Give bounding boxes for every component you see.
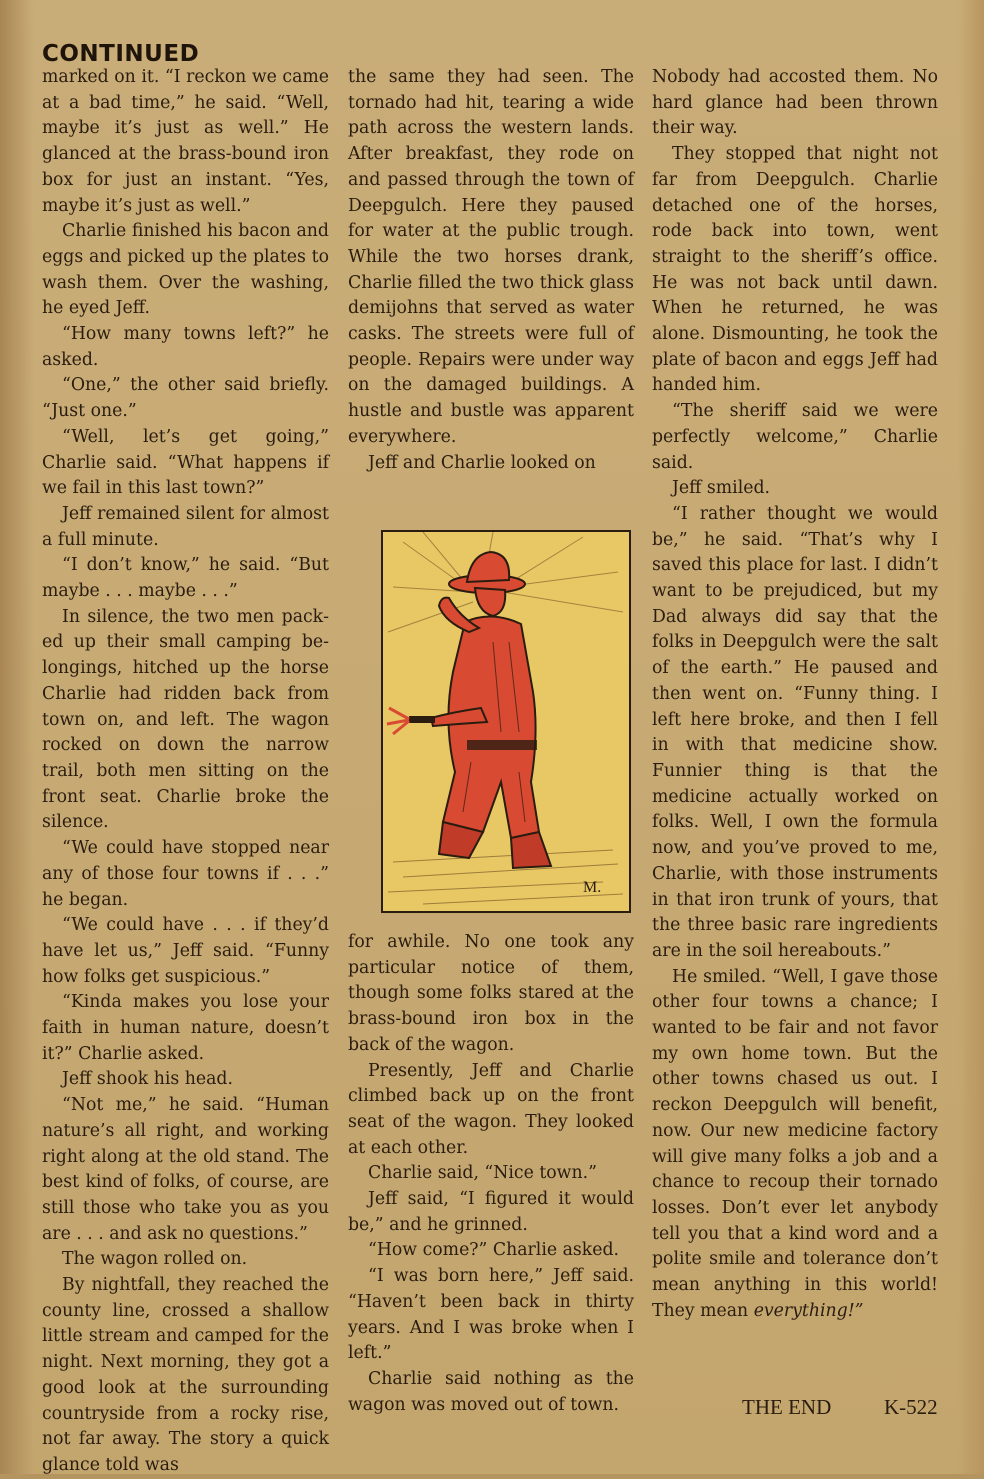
paragraph: “I don’t know,” he said. “But maybe . . . maybe . . .” bbox=[42, 555, 329, 602]
paragraph: “How come?” Charlie asked. bbox=[368, 1240, 620, 1261]
paragraph: Jeff smiled. bbox=[672, 478, 771, 499]
paragraph: “Not me,” he said. “Human nature’s all right, and working right along at the old stand. The best kind of folks, of course, are still those who take you as you are . . . and ask no questions.” bbox=[42, 1095, 329, 1244]
paragraph: Jeff and Charlie looked on bbox=[368, 452, 596, 473]
paragraph: Charlie said, “Nice town.” bbox=[368, 1163, 597, 1184]
paragraph: He smiled. “Well, I gave those other four towns a chance; I wanted to be fair and not favor my own home town. But the other towns chased us out. I reckon Deepgulch will benefit, now. Our new medicine factory will give many folks a job and a chance to recoup their tornado losses. Don’t ever let anybody tell you that a kind word and a polite smile and tolerance don’t mean anything in this world! They mean everything!” bbox=[652, 966, 938, 1321]
final-word: everything!” bbox=[753, 1300, 864, 1321]
paragraph: Jeff shook his head. bbox=[62, 1069, 233, 1090]
gunslinger-illustration bbox=[381, 530, 631, 913]
paragraph: Jeff remained silent for almost a full minute. bbox=[42, 503, 329, 550]
gunslinger-figure bbox=[383, 532, 629, 911]
the-end-label: THE END bbox=[742, 1395, 832, 1419]
text-column-3 bbox=[652, 65, 938, 1324]
paragraph: “One,” the other said briefly. “Just one.” bbox=[42, 375, 329, 422]
paragraph: “Kinda makes you lose your faith in human nature, doesn’t it?” Charlie asked. bbox=[42, 992, 329, 1064]
text-column-2-top bbox=[348, 65, 634, 476]
paragraph: The wagon rolled on. bbox=[62, 1249, 248, 1270]
paragraph: Nobody had accosted them. No hard glance had been thrown their way. bbox=[652, 67, 938, 139]
paragraph: “I rather thought we would be,” he said. “That’s why I saved this place for last. I didn’t want to be prejudiced, but my Dad always did say that the folks in Deepgulch were the salt of the earth.” He paused and then went on. “Funny thing. I left here broke, and then I fell in with that medicine show. Funnier thing is that the medicine actually worked on folks. Well, I own the formula now, and you’ve proved to me, Charlie, with those instruments in that iron trunk of yours, that the three basic rare ingredients are in the soil hereabouts.” bbox=[652, 503, 938, 961]
paragraph: “How many towns left?” he asked. bbox=[42, 324, 329, 370]
paragraph: marked on it. “I reckon we came at a bad time,” he said. “Well, maybe it’s just as well.” He glanced at the brass-bound iron box for just an instant. “Yes, maybe it’s just as well.” bbox=[42, 67, 329, 216]
paragraph: “The sheriff said we were perfectly welcome,” Charlie said. bbox=[652, 401, 938, 473]
paragraph: “We could have . . . if they’d have let us,” Jeff said. “Funny how folks get suspicious.” bbox=[42, 915, 329, 987]
continued-heading: CONTINUED bbox=[42, 41, 200, 67]
paragraph: “We could have stopped near any of those four towns if . . .” he began. bbox=[42, 838, 329, 910]
paragraph: Jeff said, “I figured it would be,” and he grinned. bbox=[348, 1189, 634, 1235]
paragraph: Presently, Jeff and Charlie climbed back up on the front seat of the wagon. They looked at each other. bbox=[348, 1060, 634, 1158]
paragraph: “Well, let’s get going,” Charlie said. “What happens if we fail in this last town?” bbox=[42, 426, 329, 499]
text-column-1 bbox=[42, 65, 329, 1479]
paragraph: for awhile. No one took any particular notice of them, though some folks stared at the brass-bound iron box in the back of the wagon. bbox=[348, 932, 634, 1055]
story-code: K-522 bbox=[884, 1395, 938, 1419]
paragraph: Charlie finished his bacon and eggs and picked up the plates to wash them. Over the washing, he eyed Jeff. bbox=[42, 221, 329, 319]
paragraph: the same they had seen. The tornado had hit, tearing a wide path across the western lands. After breakfast, they rode on and passed through the town of Deepgulch. Here they paused for water at the public trough. While the two horses drank, Charlie filled the two thick glass demijohns that served as water casks. The streets were full of people. Repairs were under way on the damaged buildings. A hustle and bustle was apparent everywhere. bbox=[348, 67, 634, 447]
artist-signature: M. bbox=[583, 879, 602, 896]
paragraph: They stopped that night not far from Deepgulch. Charlie detached one of the horses, rode back into town, went straight to the sheriff’s office. He was not back until dawn. When he returned, he was alone. Dismounting, he took the plate of bacon and eggs Jeff had handed him. bbox=[652, 144, 938, 396]
paragraph: By nightfall, they reached the county line, crossed a shallow little stream and camped for the night. Next morning, they got a good look at the surrounding countryside from a rocky rise, not far away. The story a quick glance told was bbox=[42, 1275, 329, 1475]
text-column-2-bottom bbox=[348, 930, 634, 1418]
paragraph: In silence, the two men packed up their small camping belongings, hitched up the horse Charlie had ridden back from town on, and left. The wagon rocked on down the narrow trail, both men sitting on the front seat. Charlie broke the silence. bbox=[42, 606, 329, 833]
paragraph: Charlie said nothing as the wagon was moved out of town. bbox=[348, 1368, 634, 1415]
paragraph: “I was born here,” Jeff said. “Haven’t been back in thirty years. And I was broke when I left.” bbox=[348, 1266, 634, 1364]
